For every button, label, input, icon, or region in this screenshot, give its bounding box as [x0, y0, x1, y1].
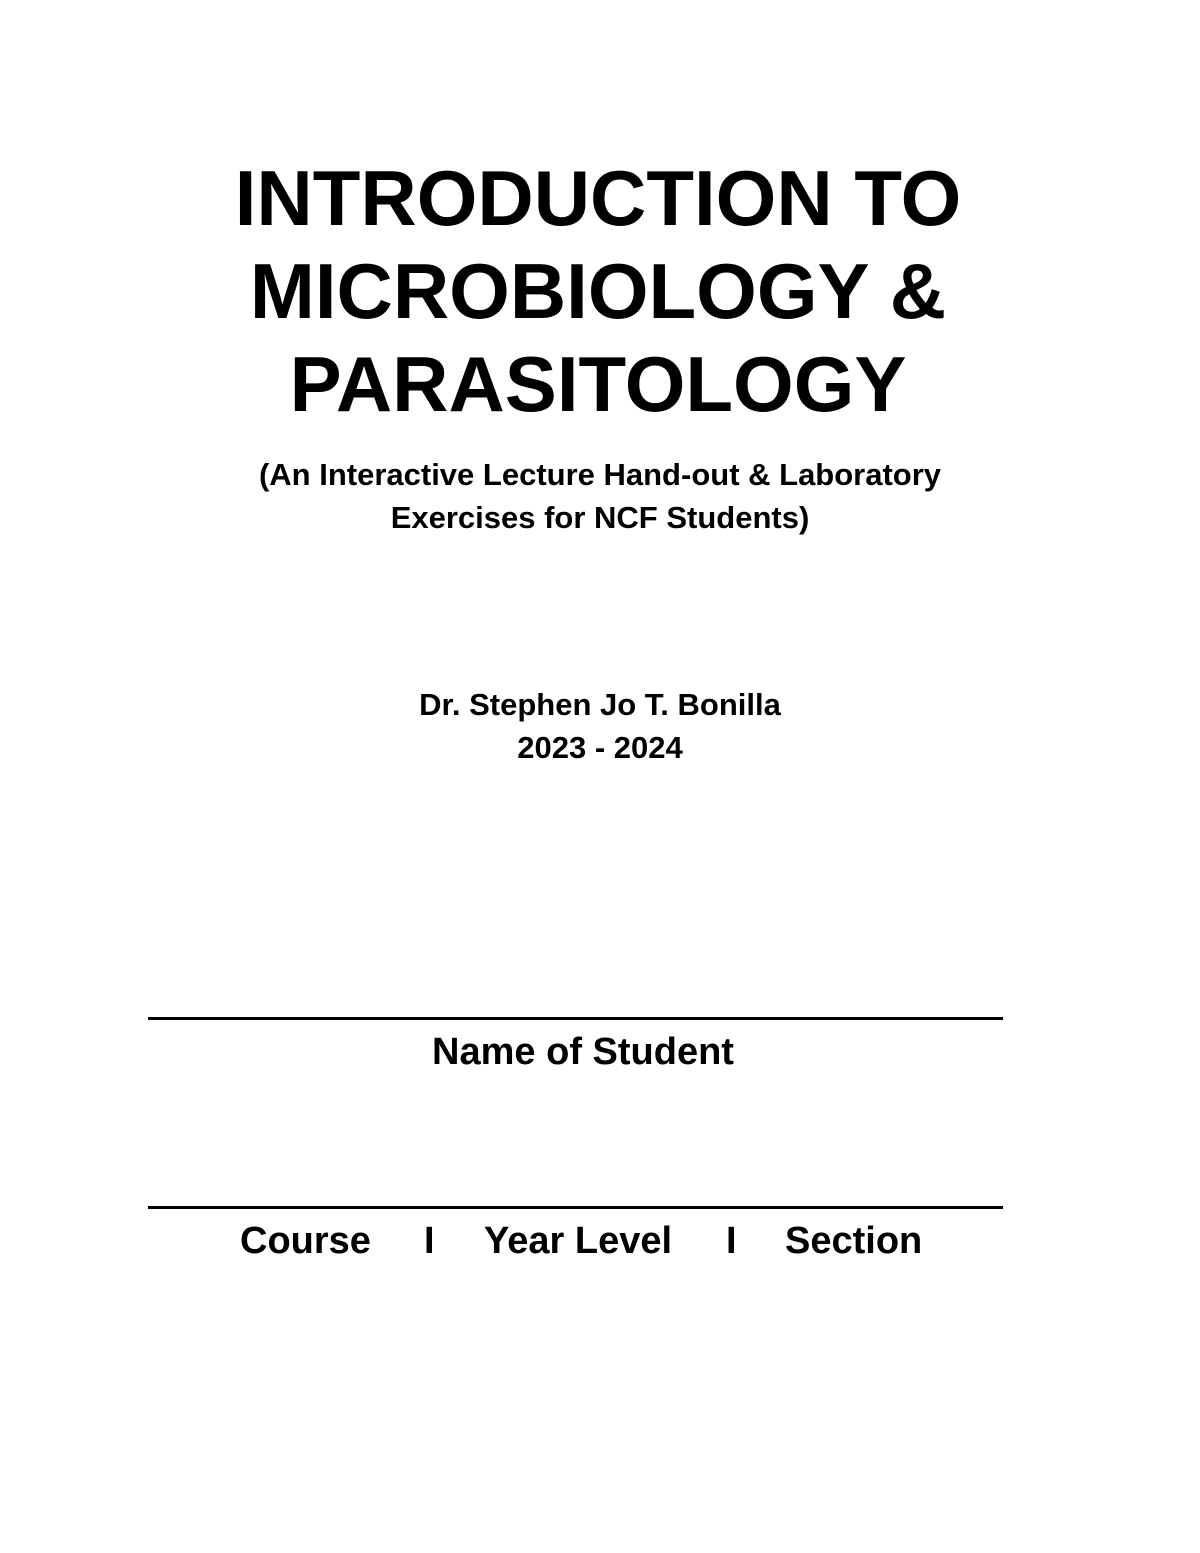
- separator-2: I: [726, 1220, 737, 1262]
- author-name: Dr. Stephen Jo T. Bonilla: [419, 687, 781, 722]
- name-signature-line: [148, 1017, 1003, 1020]
- course-label: Course: [240, 1220, 371, 1262]
- year-level-label: Year Level: [484, 1220, 673, 1262]
- subtitle-line-2: Exercises for NCF Students): [390, 500, 810, 535]
- title-line-3: PARASITOLOGY: [289, 340, 907, 428]
- name-of-student-label: Name of Student: [432, 1031, 734, 1073]
- course-year-section-row: [0, 1219, 1200, 1263]
- subtitle-line-1: (An Interactive Lecture Hand-out & Laboratory: [258, 457, 942, 492]
- document-subtitle: [0, 453, 1200, 539]
- section-label: Section: [785, 1220, 923, 1262]
- title-line-2: MICROBIOLOGY &: [249, 247, 947, 335]
- separator-1: I: [424, 1220, 435, 1262]
- course-signature-line: [148, 1206, 1003, 1209]
- title-line-1: INTRODUCTION TO: [234, 154, 962, 242]
- school-year: 2023 - 2024: [517, 730, 683, 765]
- document-title: [0, 152, 1196, 431]
- author-block: [0, 683, 1200, 769]
